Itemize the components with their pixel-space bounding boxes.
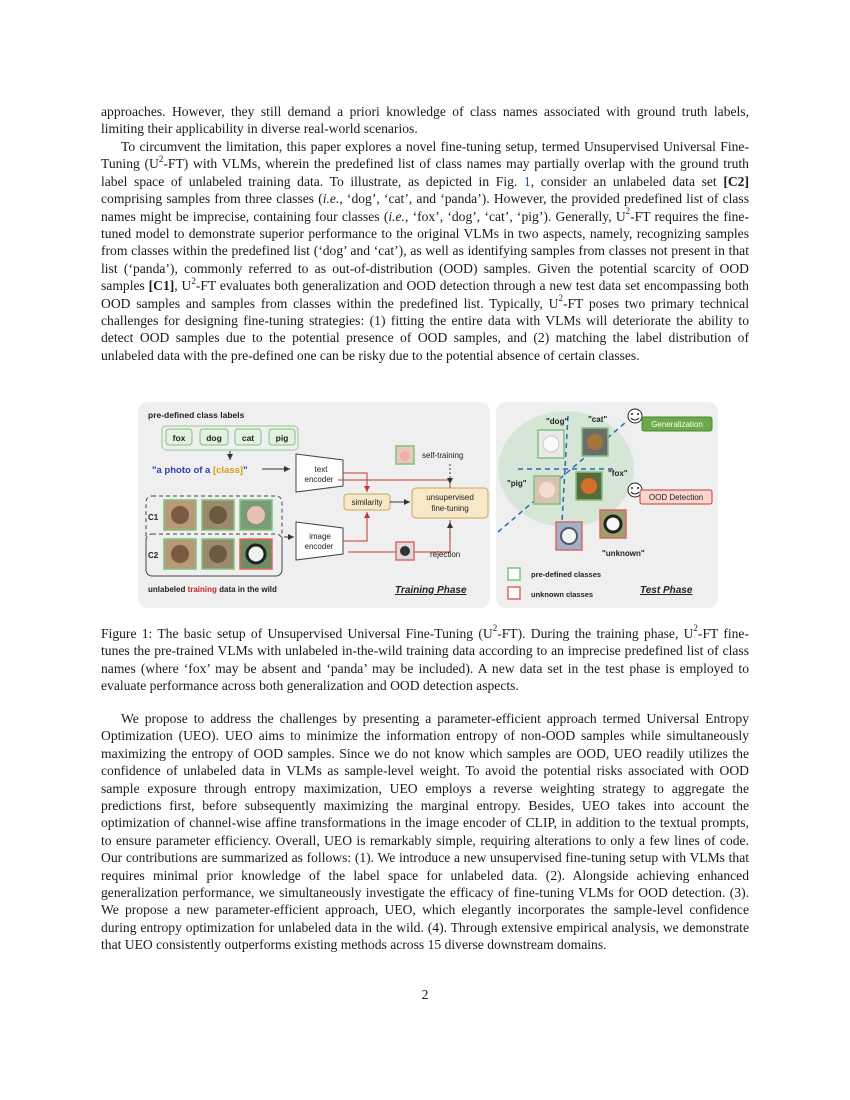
class-label-fox bbox=[166, 429, 192, 445]
paragraph-approach: We propose to address the challenges by presenting a parameter-efficient approach termed Universal Entropy Optimization (UEO). UEO aims to minimize the information entropy of non-OOD samples while simultaneously maximizing the entropy of OOD samples. Since we do not know which samples are OOD, UEO readily utilizes the confidence of unlabeled data in VLMs as sample-level weight. To avoid the potential risks associated with OOD sample exposure through entropy maximization, UEO employs a reverse weighting strategy to aggregate the predictions first, before subsequently maximizing the marginal entropy. Besides, UEO takes into account the optimization of channel-wise affine transformations in the image encoder of CLIP, in addition to the textual prompts, to ensure parameter efficiency. Overall, UEO is remarkably simple, requiring alterations to only a few lines of code. Our contributions are summarized as follows: (1). We introduce a new unsupervised fine-tuning setup with VLMs that requires minimal prior knowledge of the label space for unlabeled data. (2). Alongside achieving enhanced generalization performance, we simultaneously investigate the efficacy of fine-tuning VLMs for OOD detection. (3). We propose a new parameter-efficient approach, UEO, which elegantly incorporates the sample-level confidence during entropy optimization for unlabeled data in the wild. (4). Through extensive empirical analysis, we demonstrate that UEO consistently outperforms existing methods across 15 diverse downstream domains. bbox=[101, 711, 749, 953]
legend-unknown-label: unknown classes bbox=[531, 590, 594, 599]
rejection-label: rejection bbox=[430, 550, 461, 559]
svg-text:similarity: similarity bbox=[351, 498, 383, 507]
training-phase-label: Training Phase bbox=[395, 585, 467, 596]
prompt-template: "a photo of a [class]" bbox=[152, 465, 248, 476]
test-pig-label: "pig" bbox=[507, 479, 527, 488]
figure-diagram bbox=[138, 400, 718, 610]
svg-text:encoder: encoder bbox=[304, 475, 334, 484]
figure-caption: Figure 1: The basic setup of Unsupervised Universal Fine-Tuning $(U^2-FT)$. During the training phase, $U^2-FT$ fine-tunes the pre-trained VLMs with unlabeled in-the-wild training data according to an imprecise predefined list of class names (where ‘fox’ may be absent and ‘panda’ may be included). A new data set in the test phase is employed to evaluate performance across both generalization and OOD detection aspects. bbox=[101, 623, 749, 694]
similarity-box bbox=[344, 494, 390, 510]
c1-images bbox=[164, 500, 272, 530]
svg-text:Generalization: Generalization bbox=[651, 420, 703, 429]
page-number: 2 bbox=[421, 987, 429, 1002]
image-encoder bbox=[296, 522, 343, 560]
c2-label: C2 bbox=[148, 551, 159, 560]
predefined-title: pre-defined class labels bbox=[148, 410, 245, 420]
svg-text:text: text bbox=[314, 465, 328, 474]
text-encoder bbox=[296, 454, 343, 492]
svg-text:OOD Detection: OOD Detection bbox=[648, 493, 704, 502]
paragraph-intro-end: approaches. However, they still demand a priori knowledge of class names associated with ground truth labels, limiting their applicability in diverse real-world scenarios. bbox=[101, 104, 749, 137]
test-phase-label: Test Phase bbox=[640, 585, 693, 596]
paragraph-setup: To circumvent the limitation, this paper explores a novel fine-tuning setup, termed Unsupervised Universal Fine-Tuning $(U^2-FT)$ with VLMs, wherein the predefined list of class names may partially overlap with the ground truth label space of unlabeled training data. To illustrate, as depicted in Fig. 1, consider an unlabeled data set [C2] comprising samples from three classes (i.e., ‘dog’, ‘cat’, and ‘panda’). However, the provided predefined list of class names might be imprecise, containing four classes (i.e., ‘fox’, ‘dog’, ‘cat’, ‘pig’). Generally, $U^2-FT$ requires the fine-tuned model to demonstrate superior performance to the original VLMs in two aspects, namely, recognizing samples from classes within the predefined list (‘dog’ and ‘cat’), as well as identifying samples from classes not present in that list (‘panda’), commonly referred to as out-of-distribution (OOD) samples. Given the potential scarcity of OOD samples [C1], $U^2-FT$ evaluates both generalization and OOD detection through a new test data set encompassing both OOD samples and samples from classes within the predefined list. Typically, $U^2-FT$ poses two primary technical challenges for designing fine-tuning strategies: (1) fitting the entire data with VLMs will deteriorate the ability to detect OOD samples due to the potential presence of OOD samples, and (2) matching the label distribution of unlabeled data with the pre-defined one can be risky due to the potential absence of certain classes. bbox=[101, 139, 750, 363]
self-training-label: self-training bbox=[422, 451, 464, 460]
test-fox-label: "fox" bbox=[608, 469, 628, 478]
unlabeled-data-label: unlabeled training data in the wild bbox=[148, 585, 277, 594]
svg-text:dog: dog bbox=[206, 433, 222, 443]
legend-unknown-swatch bbox=[508, 587, 520, 599]
svg-text:pig: pig bbox=[275, 433, 289, 443]
class-label-pig bbox=[269, 429, 295, 445]
test-cat-label: "cat" bbox=[588, 415, 608, 424]
svg-text:fox: fox bbox=[172, 433, 186, 443]
legend-predefined-label: pre-defined classes bbox=[531, 570, 602, 579]
ood-detection-badge bbox=[640, 490, 712, 504]
unsupervised-finetuning-box bbox=[412, 488, 488, 518]
c1-label: C1 bbox=[148, 513, 159, 522]
legend-predefined-swatch bbox=[508, 568, 520, 580]
test-unknown-label: "unknown" bbox=[602, 549, 645, 558]
test-dog-label: "dog" bbox=[546, 417, 569, 426]
svg-text:cat: cat bbox=[241, 433, 255, 443]
c2-images bbox=[164, 539, 272, 569]
svg-text:image: image bbox=[309, 532, 331, 541]
svg-text:fine-tuning: fine-tuning bbox=[431, 504, 469, 513]
generalization-badge bbox=[642, 417, 712, 431]
svg-text:encoder: encoder bbox=[304, 542, 334, 551]
svg-text:unsupervised: unsupervised bbox=[426, 493, 474, 502]
class-label-dog bbox=[200, 429, 228, 445]
smiley-icon bbox=[628, 409, 642, 423]
figure-1 bbox=[138, 400, 718, 610]
class-label-cat bbox=[235, 429, 261, 445]
